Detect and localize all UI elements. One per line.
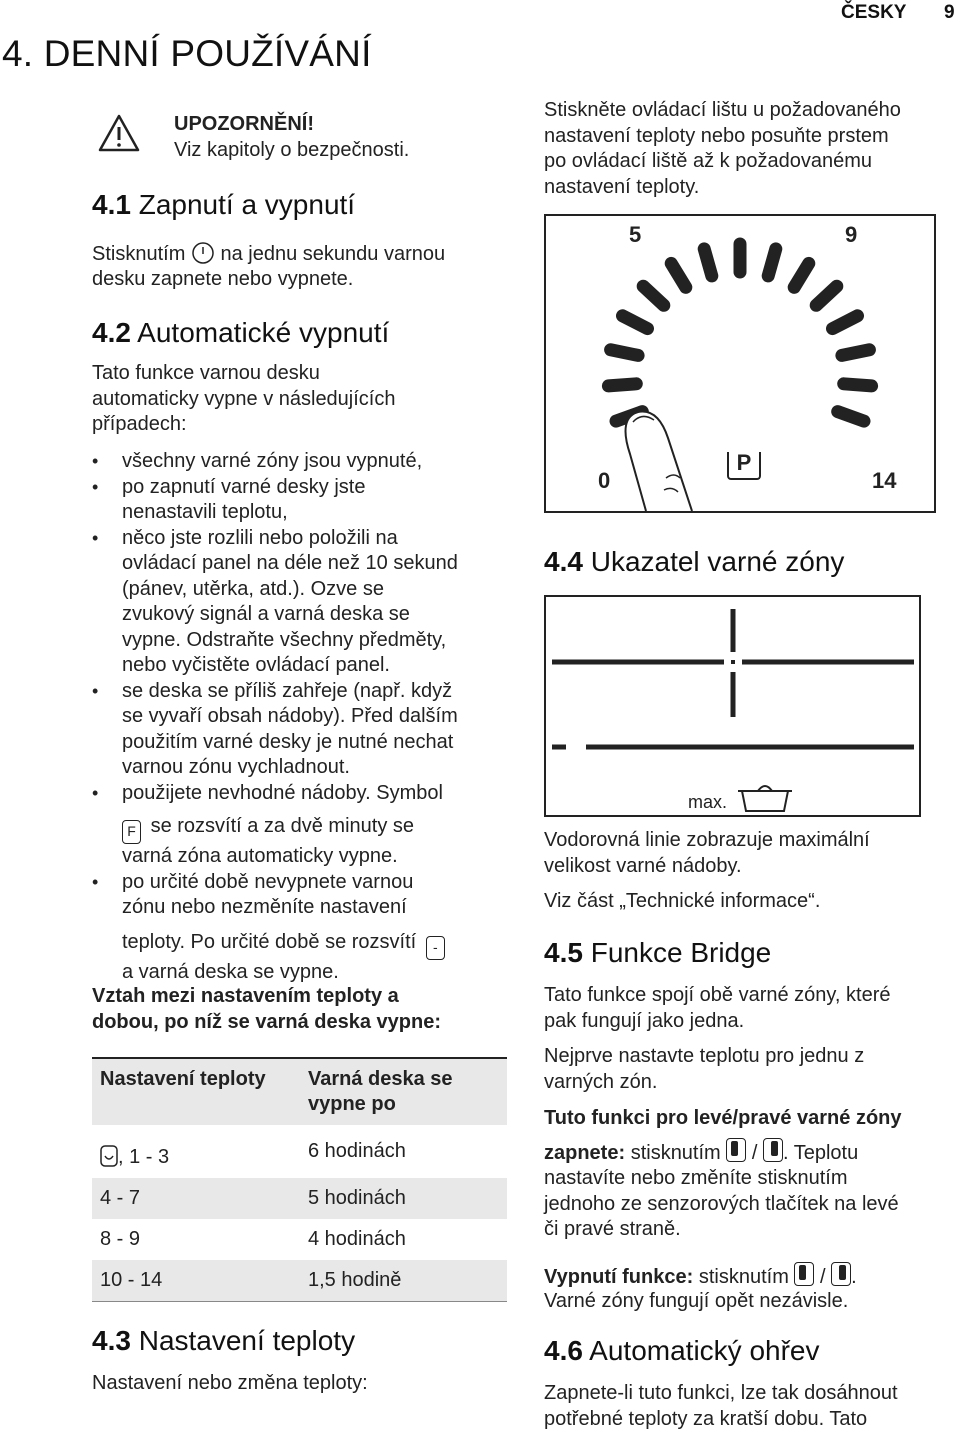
bridge-left-icon: [726, 1138, 746, 1162]
section-number: 4.4: [544, 546, 583, 577]
s45-p3-line: [544, 1138, 858, 1167]
bridge-right-icon: [763, 1138, 783, 1162]
text-line: nastavení teploty nebo posuňte prstem: [544, 124, 889, 147]
text-line: či pravé straně.: [544, 1218, 681, 1240]
section-title: Automatické vypnutí: [137, 317, 390, 348]
slider-segment: [842, 350, 870, 356]
language-label: ČESKY: [841, 2, 907, 23]
f-symbol-icon: F: [122, 820, 141, 844]
list-line: zvukový signál a varná deska se: [122, 603, 410, 625]
table-header-time: Varná deska se vypne po: [308, 1068, 453, 1115]
slider-segment: [623, 316, 648, 329]
s46-text: [544, 1381, 898, 1432]
section-title: Zapnutí a vypnutí: [138, 189, 356, 220]
zone-indicator-figure: [544, 595, 921, 817]
slider-segment: [794, 263, 809, 287]
text-line: nastavení teploty.: [544, 175, 700, 198]
slider-segment: [816, 286, 837, 305]
text-line: Tato funkce spojí obě varné zóny, které: [544, 984, 891, 1006]
s44-text1: [544, 828, 870, 879]
section-number: 4.5: [544, 937, 583, 968]
s45-p1: [544, 983, 891, 1034]
slider-segment: [838, 412, 864, 422]
list-line: [122, 930, 522, 960]
relation-line: Vztah mezi nastavením teploty a: [92, 985, 399, 1007]
section-number: 4.3: [92, 1325, 131, 1356]
bold-text: zapnete:: [544, 1142, 626, 1164]
table-cell-setting: 8 - 9: [100, 1228, 141, 1250]
section-4-3-heading: [92, 1325, 355, 1357]
auto-off-list: [92, 449, 522, 985]
slash: /: [751, 1142, 758, 1164]
list-line: • po určité době nevypnete varnou: [122, 870, 414, 893]
table-row: [92, 1125, 507, 1178]
list-line: • všechny varné zóny jsou vypnuté,: [122, 450, 423, 472]
warning-triangle-icon: [97, 113, 141, 153]
slider-segment: [768, 249, 776, 276]
list-item: [92, 870, 522, 986]
table-cell-time: 1,5 hodině: [308, 1269, 402, 1291]
max-label: max.: [688, 792, 728, 812]
text-line: po ovládací liště až k požadovanému: [544, 150, 872, 172]
section-number: 4.2: [92, 317, 131, 348]
text-line: Vodorovná linie zobrazuje maximální: [544, 829, 870, 851]
table-row: [92, 1219, 507, 1260]
list-line-text: se rozsvítí a za dvě minuty se: [150, 815, 414, 837]
slider-segment: [704, 249, 712, 276]
list-line: varná zóna automaticky vypne.: [122, 845, 398, 867]
text-line: potřebné teploty za kratší dobu. Tato: [544, 1407, 868, 1430]
list-line: ovládací panel na déle než 10 sekund: [122, 552, 458, 574]
table-cell-setting: [92, 1131, 308, 1178]
list-item: [92, 475, 522, 526]
section-number: 4.6: [544, 1335, 583, 1366]
relation-line: dobou, po níž se varná deska vypne:: [92, 1010, 441, 1033]
section-title: Automatický ohřev: [589, 1335, 820, 1366]
section-4-2-heading: [92, 317, 389, 349]
section-4-4-heading: [544, 546, 844, 578]
table-row: [92, 1260, 507, 1302]
bridge-right-icon: [831, 1262, 851, 1286]
pot-icon: [736, 779, 794, 813]
list-line: se vyvaří obsah nádoby). Před dalším: [122, 705, 458, 727]
relation-text: [92, 984, 441, 1035]
warning-text: Viz kapitoly o bezpečnosti.: [174, 139, 410, 161]
s41-line1: [92, 241, 445, 268]
bridge-left-icon: [794, 1262, 814, 1286]
finger-icon: [626, 412, 693, 511]
intro-line: Tato funkce varnou desku: [92, 362, 320, 384]
list-line: • použijete nevhodné nádoby. Symbol: [122, 781, 443, 804]
list-line-text: teploty. Po určité době se rozsvítí: [122, 930, 417, 953]
slider-figure: [544, 214, 936, 513]
dash-symbol-icon: -: [426, 936, 445, 960]
text: stisknutím: [630, 1142, 721, 1164]
intro-line: případech:: [92, 413, 187, 435]
s45-p4-rest: Varné zóny fungují opět nezávisle.: [544, 1290, 849, 1312]
dial-label-14: 14: [872, 468, 897, 493]
zone-indicator-drawing: [546, 597, 919, 815]
dial-label-9: 9: [845, 222, 858, 247]
list-item: [92, 449, 522, 475]
list-item: [92, 679, 522, 781]
text-line: velikost varné nádoby.: [544, 854, 742, 877]
s42-intro: [92, 361, 396, 438]
s45-p2: [544, 1044, 864, 1095]
slider-segment: [844, 384, 872, 386]
s45-p3-bold: Tuto funkci pro levé/pravé varné zóny: [544, 1107, 902, 1129]
table-cell-time: 4 hodinách: [308, 1228, 406, 1250]
text-line: Zapnete-li tuto funkci, lze tak dosáhnout: [544, 1382, 898, 1404]
table-cell-time: 5 hodinách: [308, 1187, 406, 1209]
setting-value: , 1 - 3: [118, 1146, 170, 1168]
chapter-title: 4. DENNÍ POUŽÍVÁNÍ: [2, 33, 372, 74]
dial-label-0: 0: [598, 468, 611, 493]
section-4-1-heading: [92, 189, 355, 221]
section-4-5-heading: [544, 937, 771, 969]
slash: /: [820, 1266, 826, 1288]
s41-text-b: na jednu sekundu varnou: [220, 243, 446, 265]
list-line: • po zapnutí varné desky jste: [122, 475, 366, 498]
warning-title: UPOZORNĚNÍ!: [174, 113, 314, 135]
text-line: pak fungují jako jedna.: [544, 1009, 745, 1032]
list-line: • se deska se příliš zahřeje (např. když: [122, 679, 453, 702]
table-cell-time: 6 hodinách: [308, 1140, 406, 1162]
text-line: Stiskněte ovládací lištu u požadovaného: [544, 99, 901, 121]
bold-text: Vypnutí funkce:: [544, 1266, 694, 1288]
list-line: zónu nebo nezměníte nastavení: [122, 896, 407, 918]
slider-segment: [833, 316, 858, 329]
s41-text-a: Stisknutím: [92, 243, 186, 265]
list-line: nebo vyčistěte ovládací panel.: [122, 654, 390, 676]
list-line: • něco jste rozlili nebo položili na: [122, 526, 398, 549]
text: stisknutím: [698, 1266, 789, 1288]
s43-text: Nastavení nebo změna teploty:: [92, 1372, 368, 1394]
section-title: Ukazatel varné zóny: [590, 546, 845, 577]
table-cell-setting: 4 - 7: [100, 1187, 141, 1209]
shutoff-table: [92, 1057, 507, 1302]
dial-label-5: 5: [629, 222, 642, 247]
s45-p3-rest: [544, 1166, 899, 1243]
s41-line2: desku zapnete nebo vypnete.: [92, 268, 354, 290]
list-line: [122, 814, 522, 844]
keep-warm-icon: [100, 1145, 118, 1167]
slider-segment: [671, 263, 686, 287]
power-level-p-icon: P: [727, 452, 761, 480]
slider-segment: [643, 286, 664, 305]
page-number: 9: [944, 2, 955, 23]
text-line: nastavíte nebo změníte stisknutím: [544, 1167, 848, 1189]
section-4-6-heading: [544, 1335, 820, 1367]
slider-segment: [608, 384, 636, 386]
text: .: [851, 1266, 857, 1288]
s43-right-text: [544, 98, 901, 200]
intro-line: automaticky vypne v následujících: [92, 387, 396, 410]
list-line: použitím varné desky je nutné nechat: [122, 730, 454, 753]
section-number: 4.1: [92, 189, 131, 220]
list-line: (pánev, utěrka, atd.). Ozve se: [122, 577, 384, 600]
s44-text2: Viz část „Technické informace“.: [544, 890, 821, 912]
text-line: Nejprve nastavte teplotu pro jednu z: [544, 1045, 865, 1067]
text: . Teplotu: [782, 1142, 859, 1164]
table-row: [92, 1178, 507, 1219]
list-item: [92, 526, 522, 679]
section-title: Nastavení teploty: [138, 1325, 356, 1356]
list-line: vypne. Odstraňte všechny předměty,: [122, 628, 447, 651]
power-icon: [191, 241, 215, 265]
list-item: [92, 781, 522, 870]
slider-segment: [611, 350, 639, 356]
list-line: varnou zónu vychladnout.: [122, 756, 350, 778]
table-header-setting: Nastavení teploty: [100, 1068, 266, 1090]
text-line: varných zón.: [544, 1070, 658, 1093]
list-line: a varná deska se vypne.: [122, 960, 339, 983]
s45-p4-line: [544, 1262, 857, 1291]
table-cell-setting: 10 - 14: [100, 1269, 163, 1291]
list-line: nenastavili teplotu,: [122, 501, 288, 523]
text-line: jednoho ze senzorových tlačítek na levé: [544, 1192, 899, 1215]
section-title: Funkce Bridge: [590, 937, 772, 968]
table-header-row: [92, 1059, 507, 1125]
